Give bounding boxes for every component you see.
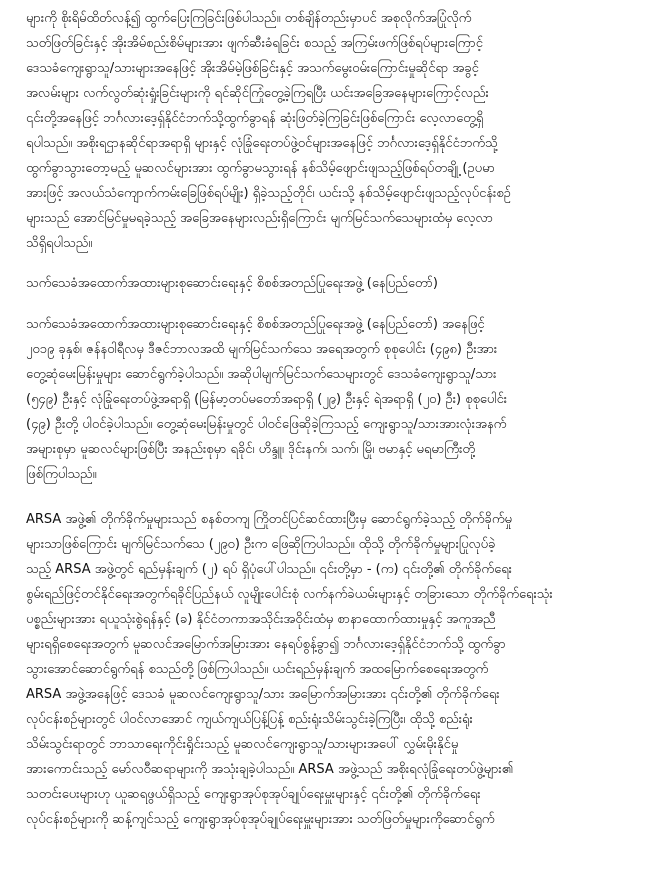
paragraph-line: ၎င်းတို့အနေဖြင့် ဘင်္ဂလားဒေ့ရှ်နိုင်ငံဘက်သို့ထွက်ခွာရန် ဆုံးဖြတ်ခဲ့ကြခြင်းဖြစ်ကြောင်း လေ့လာတွေ့ရှိ [26, 111, 484, 126]
paragraph-line: များသာဖြစ်ကြောင်း မျက်မြင်သက်သေ (၂၉၀) ဦးက ဖြေဆိုကြပါသည်။ ထိုသို့ တိုက်ခိုက်မှုများပြုလုပ်ခဲ့ [26, 537, 496, 552]
paragraph-commission-interviews [26, 312, 624, 487]
paragraph-line: များရရှိစေရေးအတွက် မူဆလင်အမြောက်အမြားအား နေရပ်စွန့်ခွာ၍ ဘင်္ဂလားဒေ့ရှ်နိုင်ငံဘက်သို့ ထွက်ခွာ [26, 637, 506, 652]
paragraph-line: များကို စိုးရိမ်ထိတ်လန့်၍ ထွက်ပြေးကြခြင်းဖြစ်ပါသည်။ တစ်ချိန်တည်းမှာပင် အစုလိုက်အပြုံလိုက် [26, 11, 472, 26]
paragraph-line: ဖြစ်ကြပါသည်။ [26, 467, 97, 482]
paragraph-line: (၅၄၉) ဦးနှင့် လုံခြုံရေးတပ်ဖွဲ့အရာရှိ (မြန်မာ့တပ်မတော်အရာရှိ (၂၉) ဦးနှင့် ရဲအရာရှိ (၂၀) ဦး) စုစုပေါင်း [26, 392, 508, 407]
paragraph-line: သက်သေခံအထောက်အထားများစုဆောင်းရေးနှင့် စိစစ်အတည်ပြုရေးအဖွဲ့ (နေပြည်တော်) အနေဖြင့် [26, 317, 485, 332]
paragraph-refugee-departure [26, 6, 624, 256]
paragraph-line: ထွက်ခွာသွားတော့မည့် မူဆလင်များအား ထွက်ခွာမသွားရန် နစ်သိမ့်ဖျောင်းဖျသည့်ဖြစ်ရပ်တချို့ (ဥပမာ [26, 161, 495, 176]
paragraph-line: ဒေသခံကျေးရွာသူ/သားများအနေဖြင့် အိုးအိမ်မဲ့ဖြစ်ခြင်းနှင့် အသက်မွေးဝမ်းကြောင်းမှုဆိုင်ရာ အခွင့် [26, 61, 479, 76]
paragraph-line: သတ်ဖြတ်ခြင်းနှင့် အိုးအိမ်စည်းစိမ်များအား ဖျက်ဆီးခံရခြင်း စသည့် အကြမ်းဖက်ဖြစ်ရပ်များကြောင့် [26, 36, 483, 51]
paragraph-line: များသည် အောင်မြင်မှုမရခဲ့သည့် အခြေအနေများလည်းရှိကြောင်း မျက်မြင်သက်သေများထံမှ လေ့လာ [26, 211, 493, 226]
paragraph-line: သိရှိရပါသည်။ [26, 236, 93, 251]
paragraph-line: အားကောင်းသည့် မော်လဝီဆရာများကို အသုံးချခဲ့ပါသည်။ ARSA အဖွဲ့သည် အစိုးရလုံခြုံရေးတပ်ဖွဲ့များ၏ [26, 762, 514, 777]
paragraph-line: တွေ့ဆုံမေးမြန်းမှုများ ဆောင်ရွက်ခဲ့ပါသည်။ အဆိုပါမျက်မြင်သက်သေများတွင် ဒေသခံကျေးရွာသူ/သား [26, 367, 497, 382]
paragraph-arsa-attacks [26, 507, 624, 832]
paragraph-line: ARSA အဖွဲ့အနေဖြင့် ဒေသခံ မူဆလင်ကျေးရွာသူ/သား အမြောက်အမြားအား ၎င်းတို့၏ တိုက်ခိုက်ရေး [26, 687, 500, 702]
paragraph-line: သည့် ARSA အဖွဲ့တွင် ရည်မှန်းချက် (၂) ရပ် ရှိပုံပေါ်ပါသည်။ ၎င်းတို့မှာ - (က) ၎င်းတို့၏ တိုက်ခိုက်ရေး [26, 562, 512, 577]
section-heading: သက်သေခံအထောက်အထားများစုဆောင်းရေးနှင့် စိစစ်အတည်ပြုရေးအဖွဲ့ (နေပြည်တော်) [26, 276, 438, 291]
paragraph-line: အားဖြင့် အလယ်သံကျောက်ကမ်းခြေဖြစ်ရပ်မျိုး) ရှိခဲ့သည့်တိုင်၊ ယင်းသို့ နစ်သိမ့်ဖျောင်းဖျသည့်လုပ်ငန်းစဉ် [26, 186, 511, 201]
paragraph-line: စွမ်းရည်ဖြင့်တင်နိုင်ရေးအတွက်ရခိုင်ပြည်နယ် လူမျိုးပေါင်းစုံ လက်နက်ခဲယမ်းများနှင့် တခြားသော တိုက်ခိုက်ရေးသုံး [26, 587, 553, 602]
paragraph-line: သွားအောင်ဆောင်ရွက်ရန် စသည်တို့ ဖြစ်ကြပါသည်။ ယင်းရည်မှန်းချက် အထမြောက်စေရေးအတွက် [26, 662, 489, 677]
paragraph-line: ရပါသည်။ အစိုးရဌာနဆိုင်ရာအရာရှိ များနှင့် လုံခြုံရေးတပ်ဖွဲ့ဝင်များအနေဖြင့် ဘင်္ဂလားဒေ့ရှ်နိုင်ငံဘက်သို့ [26, 136, 498, 151]
paragraph-line: အများစုမှာ မူဆလင်များဖြစ်ပြီး အနည်းစုမှာ ရခိုင်၊ ဟိန္ဒူ၊ ဒိုင်းနက်၊ သက်၊ မြို၊ ဗမာနှင့် မရမာကြီးတို့ [26, 442, 476, 457]
paragraph-line: ARSA အဖွဲ့၏ တိုက်ခိုက်မှုများသည် စနစ်တကျ ကြိုတင်ပြင်ဆင်ထားပြီးမှ ဆောင်ရွက်ခဲ့သည့် တိုက်ခိုက်မှု [26, 512, 512, 527]
paragraph-line: အလမ်းများ လက်လွတ်ဆုံးရှုံးခြင်းများကို ရင်ဆိုင်ကြုံတွေ့ခဲ့ကြရပြီး ယင်းအခြေအနေများကြောင့်လည်း [26, 86, 489, 101]
paragraph-line: ပစ္စည်းများအား ရယူသုံးစွဲရန်နှင့် (ခ) နိုင်ငံတကာအသိုင်းအဝိုင်းထံမှ စာနာထောက်ထားမှုနှင့် အကူအညီ [26, 612, 496, 627]
paragraph-line: (၄၉) ဦးတို့ ပါဝင်ခဲ့ပါသည်။ တွေ့ဆုံမေးမြန်းမှုတွင် ပါဝင်ဖြေဆိုခဲ့ကြသည့် ကျေးရွာသူ/သားအားလုံးအနက် [26, 417, 507, 432]
paragraph-line: လုပ်ငန်းစဉ်များကို ဆန့်ကျင်သည့် ကျေးရွာအုပ်စုအုပ်ချုပ်ရေးမှူးများအား သတ်ဖြတ်မှုများကိုဆောင်ရွက် [26, 812, 495, 827]
paragraph-line: ၂၀၁၉ ခုနှစ်၊ ဇန်နဝါရီလမှ ဒီဇင်ဘာလအထိ မျက်မြင်သက်သေ အရေအတွက် စုစုပေါင်း (၄၉၈) ဦးအား [26, 342, 498, 357]
paragraph-line: သတင်းပေးများဟု ယူဆရဖွယ်ရှိသည့် ကျေးရွာအုပ်စုအုပ်ချုပ်ရေးမှူးများနှင့် ၎င်းတို့၏ တိုက်ခိုက်ရေး [26, 787, 481, 802]
paragraph-line: လုပ်ငန်းစဉ်များတွင် ပါဝင်လာအောင် ကျယ်ကျယ်ပြန့်ပြန့် စည်းရုံးသိမ်းသွင်းခဲ့ကြပြီး၊ ထိုသို့ စည်းရုံး [26, 712, 473, 727]
paragraph-line: သိမ်းသွင်းရာတွင် ဘာသာရေးကိုင်းရှိုင်းသည့် မူဆလင်ကျေးရွာသူ/သားများအပေါ် လွှမ်းမိုးနိုင်မှု [26, 737, 459, 752]
